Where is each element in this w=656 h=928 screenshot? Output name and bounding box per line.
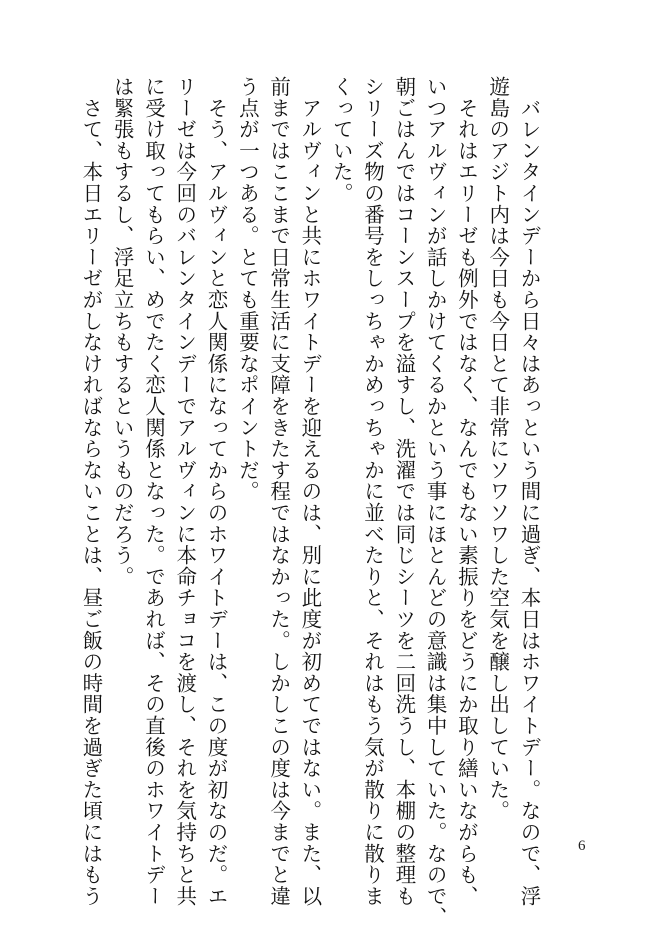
text-line: くっていた。 — [329, 76, 354, 204]
text-line: いつアルヴィンが話しかけてくるかという事にほとんどの意識は集中していた。なので、 — [423, 76, 448, 928]
vertical-text-body — [75, 76, 544, 928]
text-line: そう、アルヴィンと恋人関係になってからのホワイトデーは、この度が初なのだ。エ — [204, 76, 229, 907]
text-line: 朝ごはんではコーンスープを溢すし、洗濯では同じシーツを二回洗うし、本棚の整理も — [391, 76, 416, 907]
text-line: 遊島のアジト内は今日も今日とて非常にソワソワした空気を醸し出していた。 — [485, 76, 510, 822]
text-line: アルヴィンと共にホワイトデーを迎えるのは、別に此度が初めてではない。また、以 — [297, 76, 322, 907]
text-line: リーゼは今回のバレンタインデーでアルヴィンに本命チョコを渡し、それを気持ちと共 — [172, 76, 197, 907]
text-line: シリーズ物の番号をしっちゃかめっちゃかに並べたりと、それはもう気が散りに散りま — [360, 76, 385, 907]
text-line: う点が一つある。とても重要なポイントだ。 — [235, 76, 260, 502]
text-line: に受け取ってもらい、めでたく恋人関係となった。であれば、その直後のホワイトデー — [141, 76, 166, 907]
text-line: バレンタインデーから日々はあっという間に過ぎ、本日はホワイトデー。なので、浮 — [517, 76, 541, 907]
text-line: は緊張もするし、浮足立ちもするというものだろう。 — [110, 76, 135, 588]
text-line: 前まではここまで日常生活に支障をきたす程ではなかった。しかしこの度は今までと違 — [266, 76, 291, 907]
page-number: 6 — [578, 838, 586, 854]
text-line: それはエリーゼも例外ではなく、なんでもない素振りをどうにか取り繕いながらも、 — [454, 76, 479, 907]
text-line: さて、本日エリーゼがしなければならないことは、昼ご飯の時間を過ぎた頃にはもう — [78, 76, 103, 907]
